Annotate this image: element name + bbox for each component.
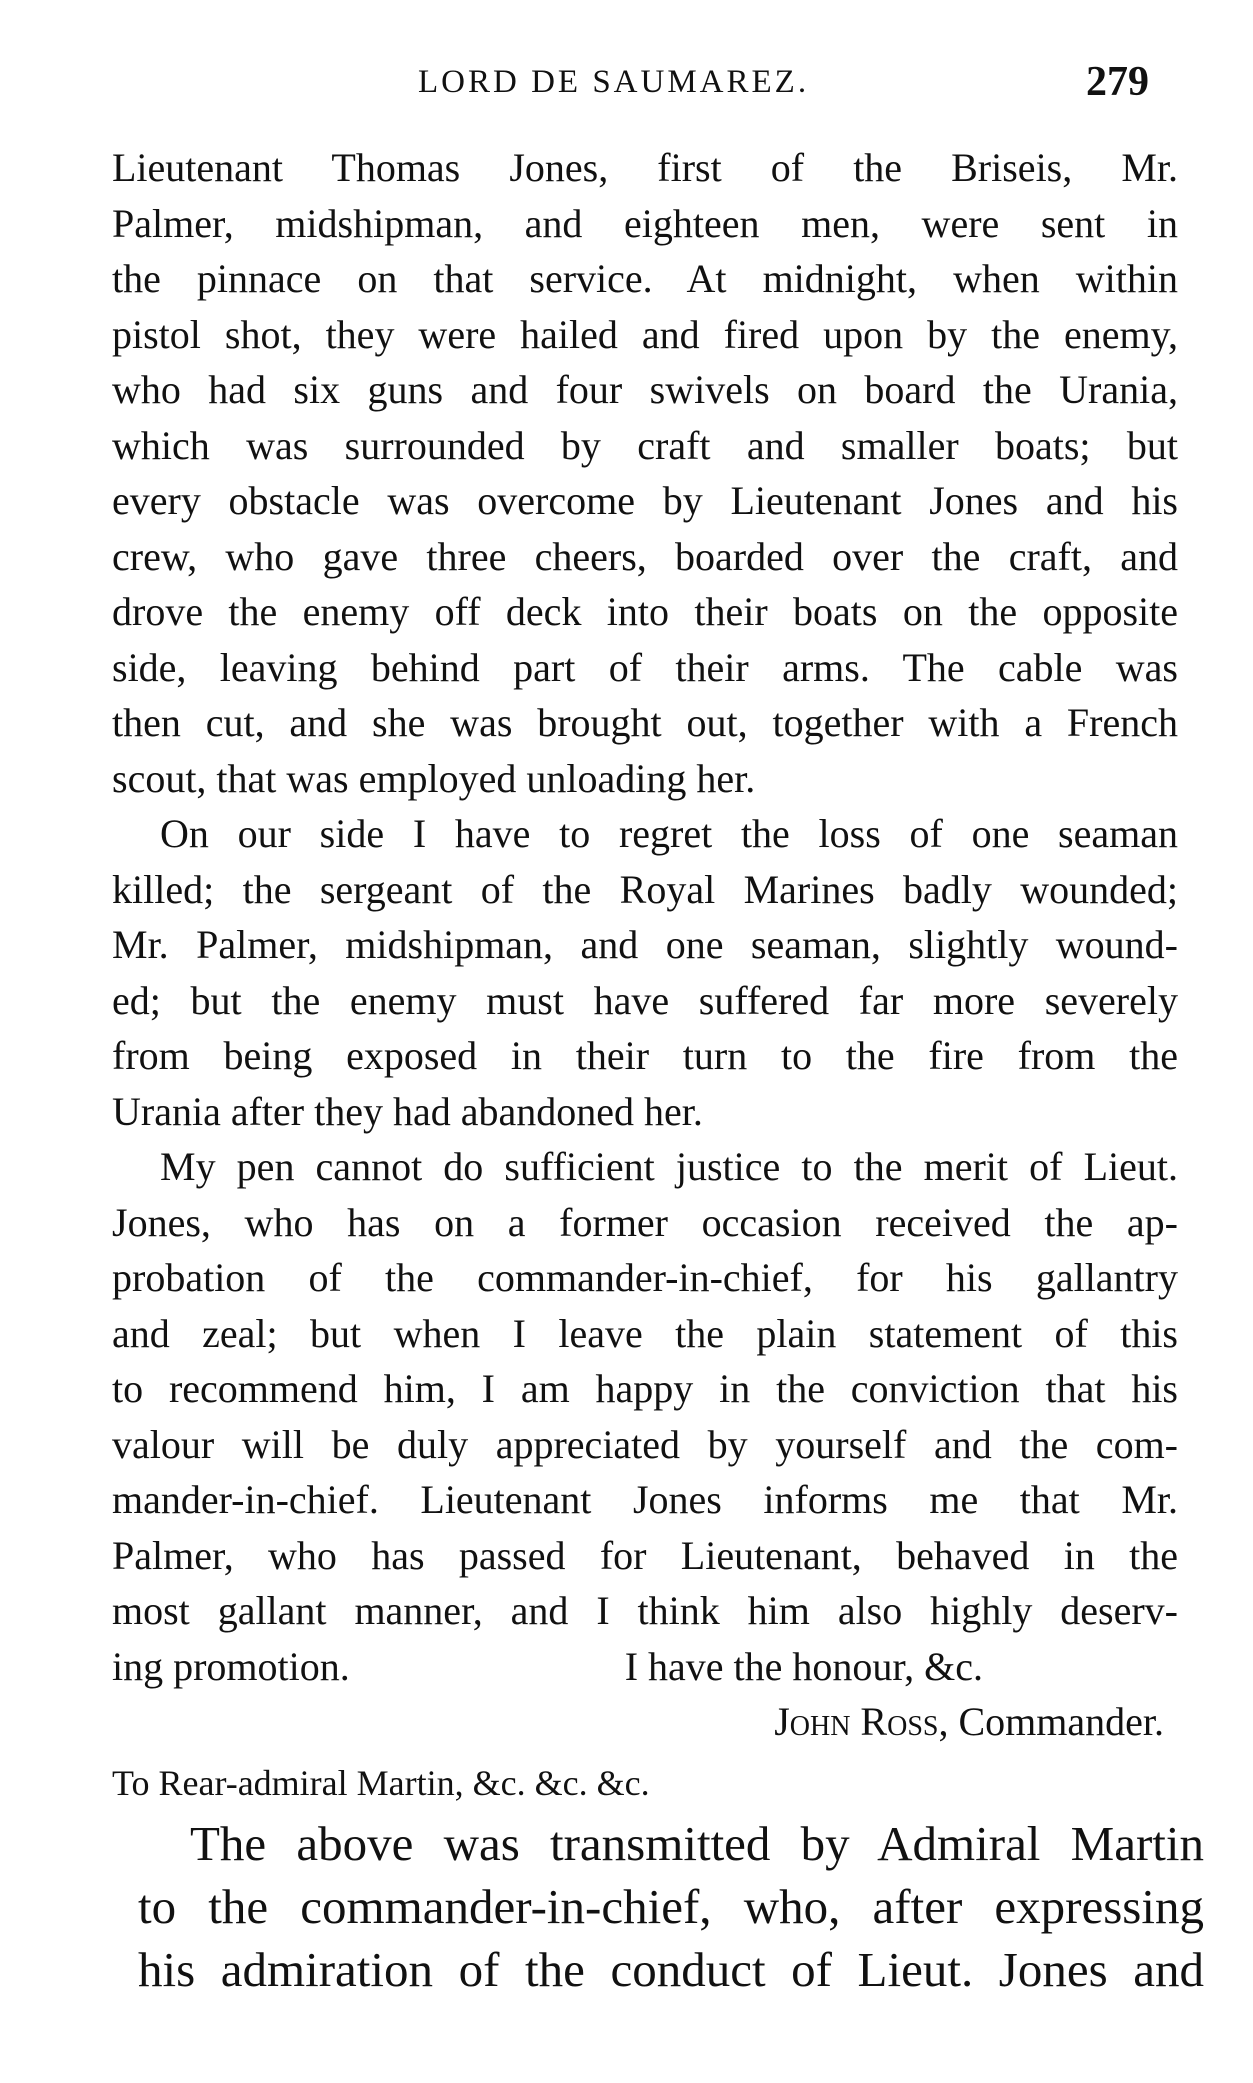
text-line: then cut, and she was brought out, together with a French bbox=[112, 700, 1178, 745]
signature bbox=[112, 1694, 1178, 1750]
text-line: who had six guns and four swivels on board the Urania, bbox=[112, 367, 1178, 412]
text-line: Palmer, midshipman, and eighteen men, were sent in bbox=[112, 200, 1178, 246]
text-line: ed; but the enemy must have suffered far more severely bbox=[112, 977, 1178, 1023]
text-line: ing promotion. bbox=[112, 1643, 350, 1689]
text-line: Palmer, who has passed for Lieutenant, behaved in the bbox=[112, 1532, 1178, 1578]
text-line: crew, who gave three cheers, boarded over the craft, and bbox=[112, 533, 1178, 579]
text-line: The above was transmitted by Admiral Martin bbox=[190, 1816, 1204, 1871]
text-line: side, leaving behind part of their arms. The cable was bbox=[112, 644, 1178, 690]
text-line: Lieutenant Thomas Jones, first of the Briseis, Mr. bbox=[112, 145, 1178, 190]
text-line: which was surrounded by craft and smaller boats; but bbox=[112, 422, 1178, 468]
text-line: valour will be duly appreciated by yourself and the com- bbox=[112, 1421, 1178, 1467]
text-line: Urania after they had abandoned her. bbox=[112, 1088, 703, 1134]
text-line: Jones, who has on a former occasion received the ap- bbox=[112, 1199, 1178, 1245]
text-line: On our side I have to regret the loss of one seaman bbox=[160, 811, 1178, 856]
text-line: to recommend him, I am happy in the conviction that his bbox=[112, 1366, 1178, 1411]
text-line: killed; the sergeant of the Royal Marines badly wounded; bbox=[112, 866, 1178, 912]
text-line: most gallant manner, and I think him also highly deserv- bbox=[112, 1588, 1178, 1633]
running-title: LORD DE SAUMAREZ. bbox=[418, 64, 810, 100]
text-line: drove the enemy off deck into their boats on the opposite bbox=[112, 589, 1178, 634]
text-line: from being exposed in their turn to the fire from the bbox=[112, 1033, 1178, 1078]
running-head bbox=[0, 58, 1253, 108]
text-line: pistol shot, they were hailed and fired upon by the enemy, bbox=[112, 311, 1178, 357]
text-line: to the commander-in-chief, who, after expressing bbox=[138, 1879, 1204, 1934]
signature-name: John Ross bbox=[774, 1699, 939, 1744]
narrative-text bbox=[138, 1812, 1204, 2001]
text-line: every obstacle was overcome by Lieutenant Jones and his bbox=[112, 478, 1178, 523]
addressee-line: To Rear-admiral Martin, &c. &c. &c. bbox=[112, 1762, 650, 1803]
text-line: My pen cannot do sufficient justice to the merit of Lieut. bbox=[160, 1144, 1178, 1189]
text-line: mander-in-chief. Lieutenant Jones informs me that Mr. bbox=[112, 1477, 1178, 1522]
text-line: and zeal; but when I leave the plain statement of this bbox=[112, 1310, 1178, 1356]
text-line: probation of the commander-in-chief, for his gallantry bbox=[112, 1255, 1178, 1300]
text-line: scout, that was employed unloading her. bbox=[112, 755, 756, 801]
text-line: the pinnace on that service. At midnight, when within bbox=[112, 256, 1178, 301]
text-line: Mr. Palmer, midshipman, and one seaman, slightly wound- bbox=[112, 922, 1178, 967]
signature-title: , Commander. bbox=[938, 1699, 1164, 1744]
closing-row bbox=[112, 1639, 1178, 1695]
closing-salutation: I have the honour, &c. bbox=[624, 1643, 983, 1689]
text-line: his admiration of the conduct of Lieut. Jones and bbox=[138, 1942, 1204, 1997]
page-number: 279 bbox=[1086, 59, 1149, 105]
letter-text bbox=[112, 140, 1178, 1811]
